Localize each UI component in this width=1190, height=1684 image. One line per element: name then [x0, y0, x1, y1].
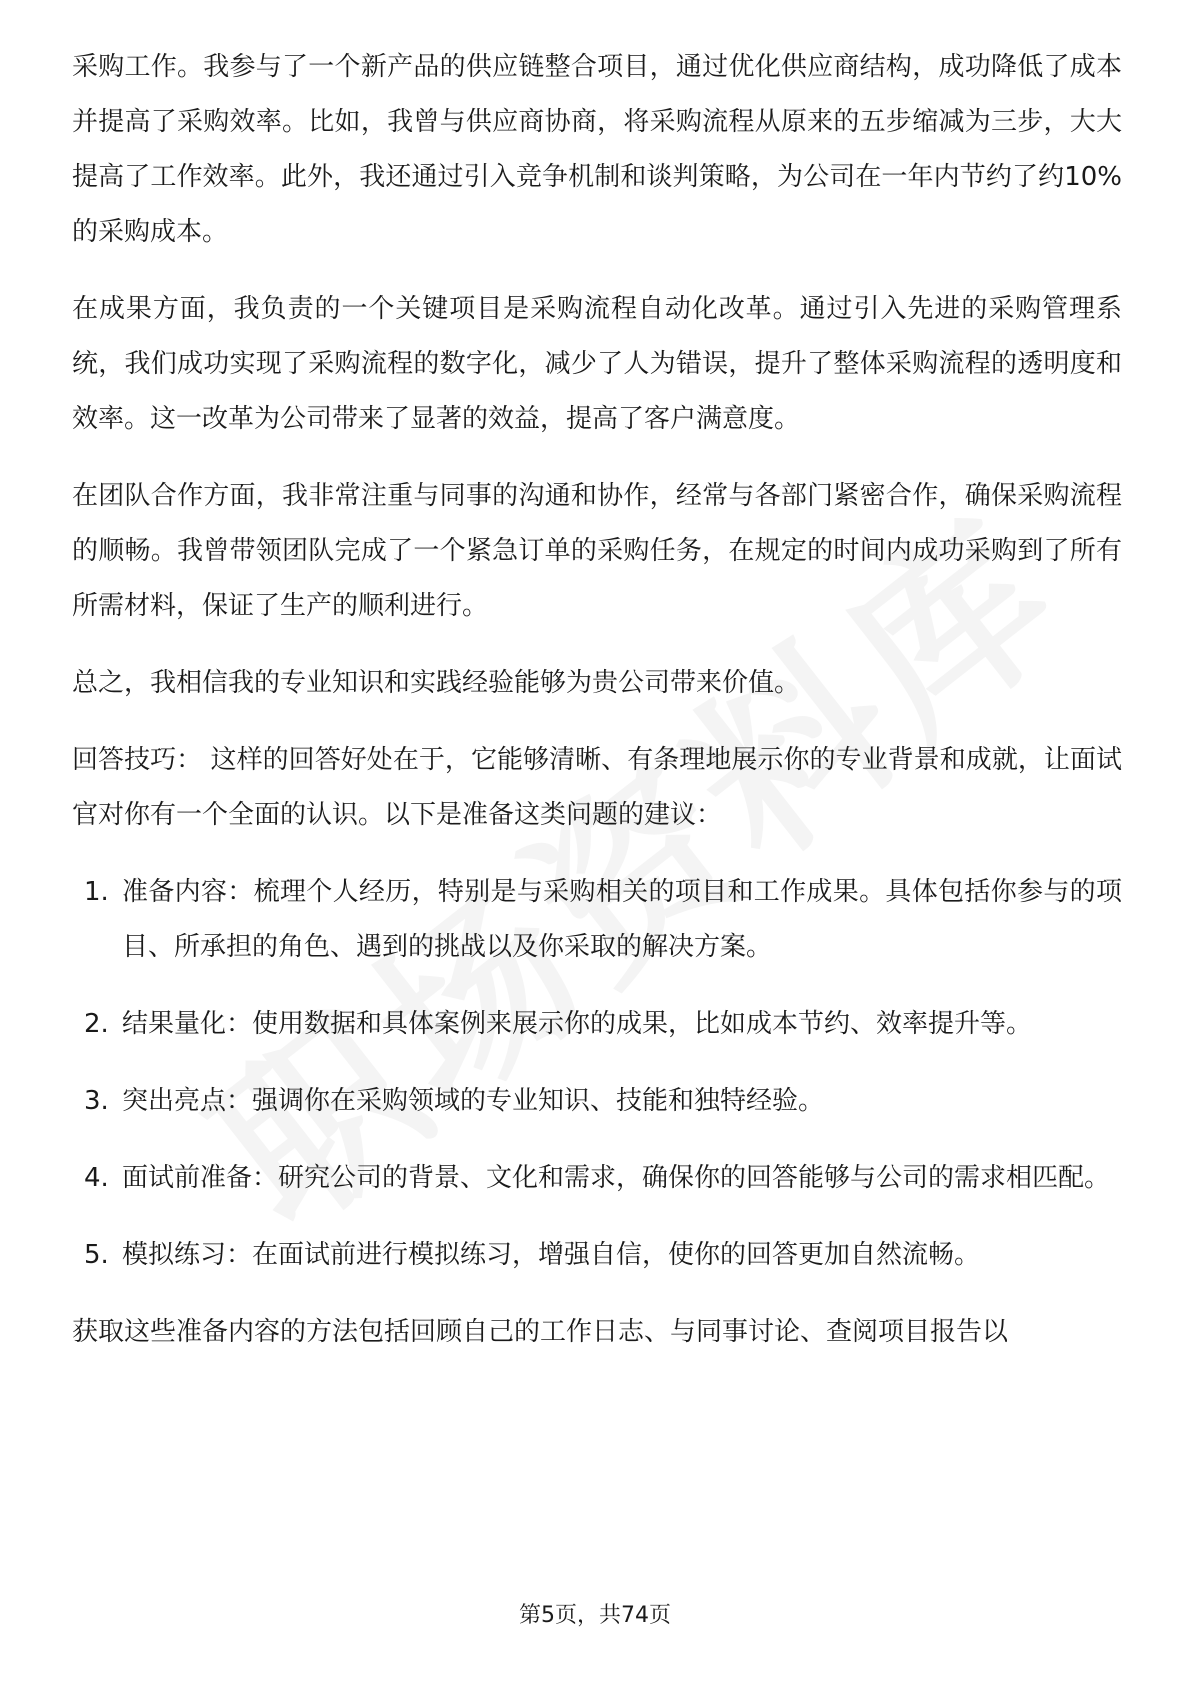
list-item — [72, 1074, 1122, 1129]
page-number-footer: 第5页，共74页 — [519, 1603, 671, 1628]
list-item-text: 模拟练习：在面试前进行模拟练习，增强自信，使你的回答更加自然流畅。 — [122, 1240, 981, 1270]
document-body — [72, 40, 1122, 1382]
list-number: 3. — [84, 1086, 109, 1116]
list-number: 5. — [84, 1240, 109, 1270]
list-item-text: 准备内容：梳理个人经历，特别是与采购相关的项目和工作成果。具体包括你参与的项目、所承担的角色、遇到的挑战以及你采取的解决方案。 — [122, 877, 1122, 962]
list-item-text: 面试前准备：研究公司的背景、文化和需求，确保你的回答能够与公司的需求相匹配。 — [122, 1163, 1111, 1193]
list-number: 4. — [84, 1163, 109, 1193]
list-item — [72, 1228, 1122, 1283]
paragraph: 总之，我相信我的专业知识和实践经验能够为贵公司带来价值。 — [72, 668, 801, 698]
list-item — [72, 1151, 1122, 1206]
paragraph-tips: 回答技巧： 这样的回答好处在于，它能够清晰、有条理地展示你的专业背景和成就，让面试官对你有一个全面的认识。以下是准备这类问题的建议： — [72, 745, 1122, 830]
list-item-text: 结果量化：使用数据和具体案例来展示你的成果，比如成本节约、效率提升等。 — [122, 1009, 1033, 1039]
paragraph-final: 获取这些准备内容的方法包括回顾自己的工作日志、与同事讨论、查阅项目报告以 — [72, 1317, 1009, 1347]
paragraph: 采购工作。我参与了一个新产品的供应链整合项目，通过优化供应商结构，成功降低了成本并提高了采购效率。比如，我曾与供应商协商，将采购流程从原来的五步缩减为三步，大大提高了工作效率。此外，我还通过引入竞争机制和谈判策略，为公司在一年内节约了约10%的采购成本。 — [72, 52, 1122, 247]
paragraph: 在团队合作方面，我非常注重与同事的沟通和协作，经常与各部门紧密合作，确保采购流程的顺畅。我曾带领团队完成了一个紧急订单的采购任务，在规定的时间内成功采购到了所有所需材料，保证了生产的顺利进行。 — [72, 481, 1122, 621]
list-item-text: 突出亮点：强调你在采购领域的专业知识、技能和独特经验。 — [122, 1086, 825, 1116]
list-number: 2. — [84, 1009, 109, 1039]
list-item — [72, 997, 1122, 1052]
list-number: 1. — [84, 877, 109, 907]
suggestion-list — [72, 865, 1122, 1283]
list-item — [72, 865, 1122, 975]
paragraph: 在成果方面，我负责的一个关键项目是采购流程自动化改革。通过引入先进的采购管理系统，我们成功实现了采购流程的数字化，减少了人为错误，提升了整体采购流程的透明度和效率。这一改革为公司带来了显著的效益，提高了客户满意度。 — [72, 294, 1122, 434]
